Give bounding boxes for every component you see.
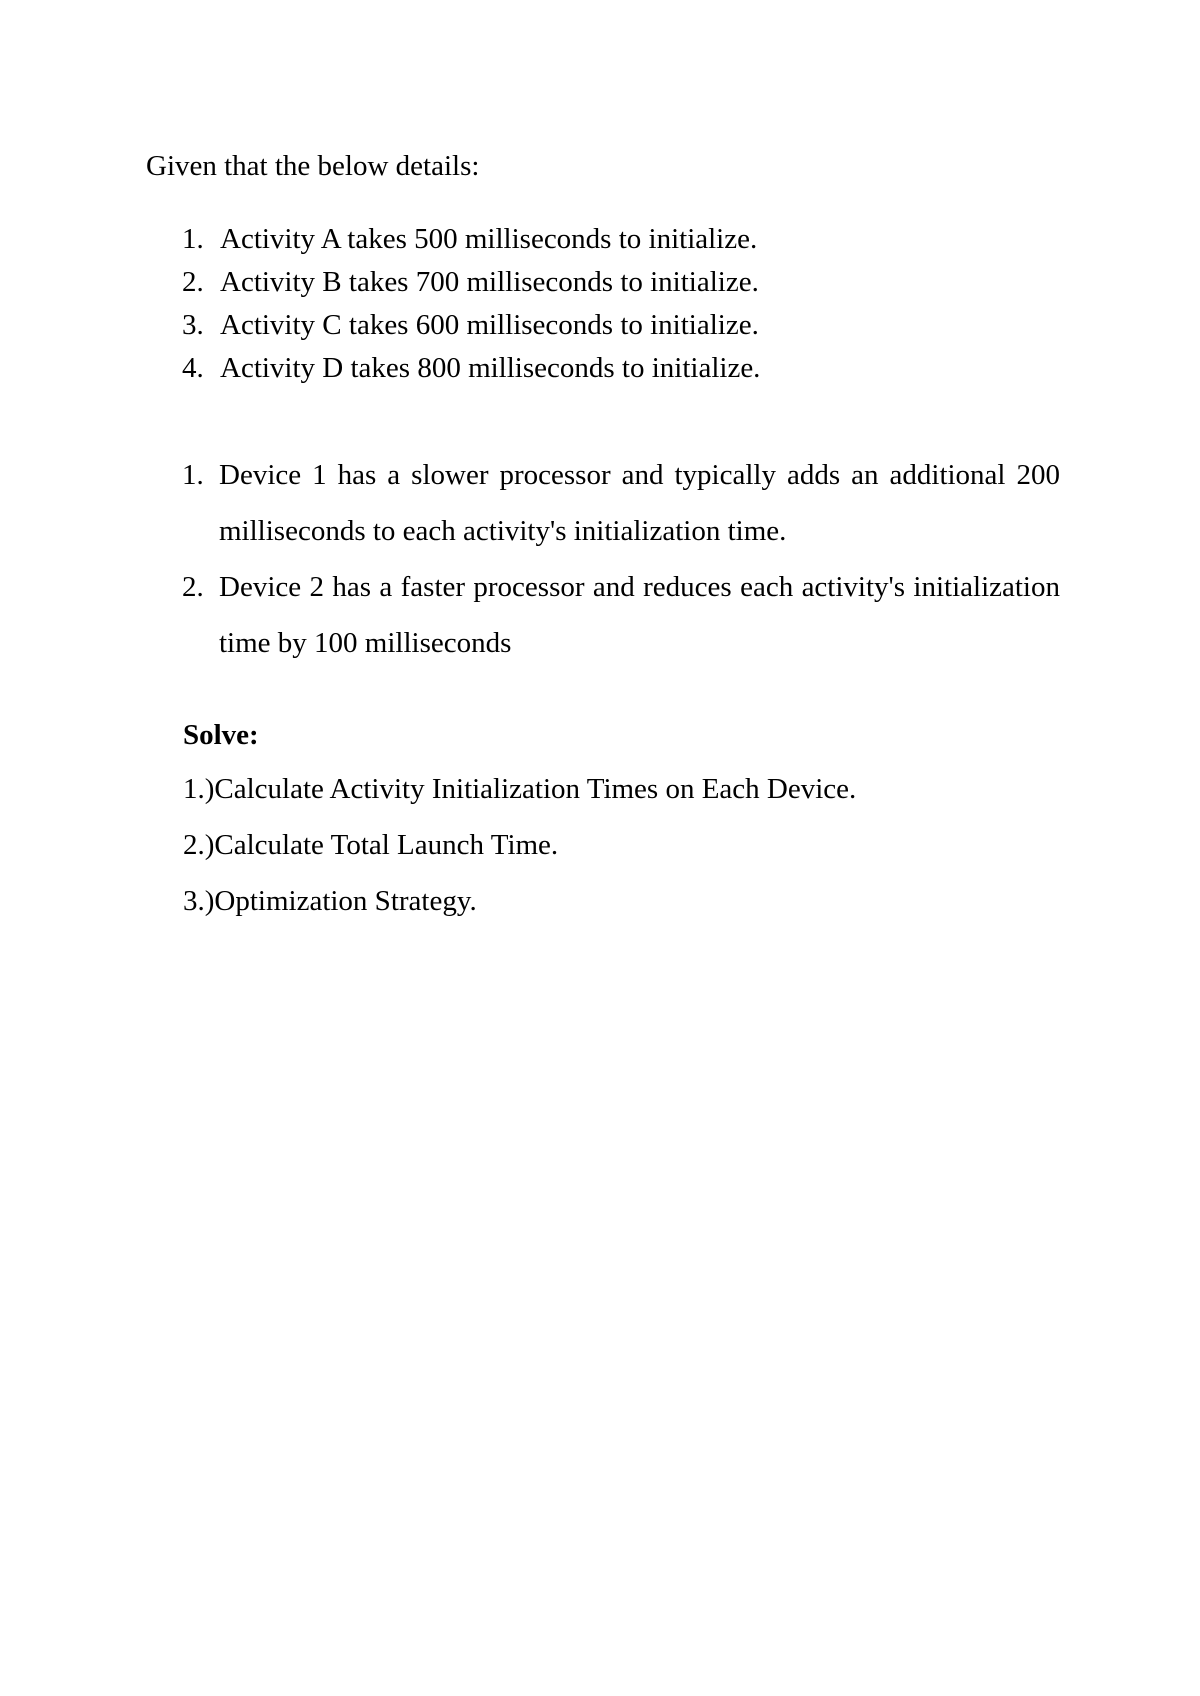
list-item-text: Activity A takes 500 milliseconds to initialize. (220, 223, 758, 255)
list-item-text: Activity B takes 700 milliseconds to initialize. (220, 266, 759, 298)
list-item (182, 221, 1082, 264)
list-item-text: Activity D takes 800 milliseconds to initialize. (220, 352, 761, 384)
device-list (182, 447, 1060, 671)
list-number: 4. (182, 352, 204, 384)
task-item: 3.)Optimization Strategy. (183, 885, 477, 917)
list-number: 1. (182, 459, 204, 491)
list-item (182, 447, 1060, 559)
list-item-text: Device 2 has a faster processor and reduces each activity's initialization time by 100 milliseconds (219, 571, 1060, 659)
activity-list (182, 221, 1082, 393)
list-item-text: Activity C takes 600 milliseconds to initialize. (220, 309, 759, 341)
list-number: 3. (182, 309, 204, 341)
list-item (182, 264, 1082, 307)
task-item: 1.)Calculate Activity Initialization Times on Each Device. (183, 773, 857, 805)
list-number: 2. (182, 266, 204, 298)
list-item (182, 559, 1060, 671)
list-number: 1. (182, 223, 204, 255)
solve-heading: Solve: (183, 719, 259, 751)
list-item (182, 350, 1082, 393)
task-list (183, 771, 1083, 939)
list-item-text: Device 1 has a slower processor and typically adds an additional 200 milliseconds to each activity's initialization time. (219, 459, 1060, 547)
list-number: 2. (182, 571, 204, 603)
task-item: 2.)Calculate Total Launch Time. (183, 829, 559, 861)
intro-text: Given that the below details: (146, 150, 480, 182)
list-item (182, 307, 1082, 350)
